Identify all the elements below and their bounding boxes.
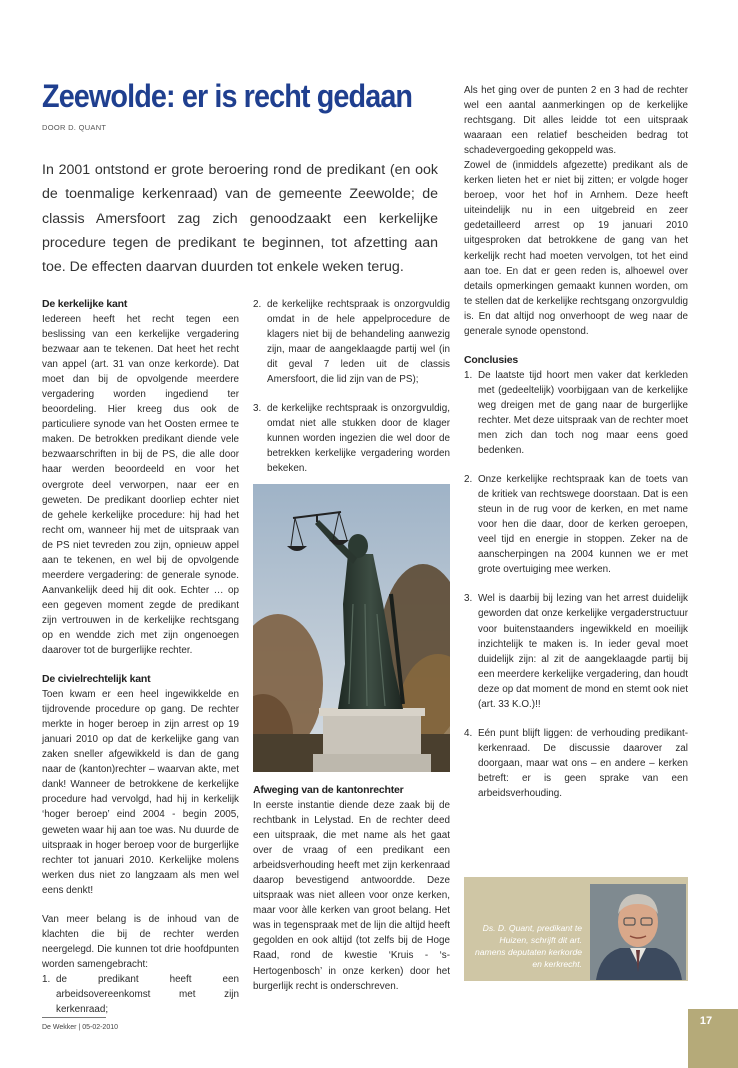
list-item (464, 368, 688, 458)
footer-publication: De Wekker | 05-02-2010 (42, 1024, 119, 1031)
heading-civielrechtelijk-kant: De civielrechtelijk kant (42, 673, 151, 686)
list-number: 2. (464, 474, 473, 486)
column-2-top (253, 297, 450, 477)
footer-rule (42, 1017, 106, 1018)
list-text: Wel is daarbij bij lezing van het arrest duidelijk geworden dat onze kerkelijke vergaderstructuur voor buitenstaanders ingewikkeld en moeilijk inzichtelijk te maken is. In ieder geval moet duidelijk zijn: al zit de aangeklaagde partij bij een meerdere kerkelijke vergadering, dan houdt deze op dat moment de mond en stemt ook niet (art. 33 K.O.)!! (478, 593, 688, 710)
lead-paragraph: In 2001 ontstond er grote beroering rond de predikant (en ook de toenmalige kerkenraad) van de gemeente Zeewolde; de classis Amersfoort zag zich genoodzaakt een kerkelijke procedure tegen de predikant te beginnen, tot afzetting aan toe. De effecten daarvan duurden tot enkele weken terug. (42, 162, 438, 276)
list-text: de predikant heeft een arbeidsovereenkomst met zijn kerkenraad; (56, 973, 239, 1016)
list-text: Onze kerkelijke rechtspraak kan de toets van de kritiek van rechtswege doorstaan. Dat is een steun in de rug voor de kerken, en met name voor hen die daar, door de kerken geroepen, veel tijd en energie in stoppen. Zeker na de aanscherpingen na 2004 kunnen we er met grote overtuiging mee werken. (478, 474, 688, 576)
paragraph: Zowel de (inmiddels afgezette) predikant als de kerken lieten het er niet bij zitten; er volgde hoger beroep, voor het hof in Arnhem. Deze heeft uiteindelijk nu in een uitgebreid en zeer gedetailleerd arrest op 19 januari 2010 uitgesproken dat betrokkene de gang van het kerkelijk recht had moeten vervolgen, tot het eind aan toe. En dat er geen reden is, alhoewel over details opmerkingen gemaakt kunnen worden, om te stellen dat de kerkelijke rechtsgang onzorgvuldig is. En dat altijd nog onverhoopt de weg naar de generale synode openstond. (464, 160, 688, 337)
list-number: 3. (253, 403, 262, 415)
list-item (253, 297, 450, 387)
list-number: 4. (464, 727, 473, 739)
list-text: de kerkelijke rechtspraak is onzorgvuldig, omdat niet alle stukken door de klager kunnen worden ingezien die wel door de betrekken kerkelijke vergadering worden bekeken. (267, 403, 450, 475)
paragraph: In eerste instantie diende deze zaak bij de rechtbank in Lelystad. En de rechter deed een uitspraak, die met name als het gaat over de vraag of een predikant een arbeidsverhouding heeft met zijn kerkenraad daarop bevestigend antwoordde. Deze uitspraak was niet alleen voor onze kerken, maar voor àlle kerken van groot belang. Het was in tegenspraak met de lijn die altijd heeft gegolden en ook altijd (tot zelfs bij de Hoge Raad, rond de kwestie ‘Kruis - ‘s-Hertogenbosch’ in onze kerken) door het burgerlijk recht is onderschreven. (253, 800, 450, 992)
list-text: Eén punt blijft liggen: de verhouding predikant-kerkenraad. De discussie daarover zal doorgaan, maar wat ons – en andere – kerken betreft: er is geen sprake van een arbeidsverhouding. (478, 727, 688, 799)
list-text: de kerkelijke rechtspraak is onzorgvuldig omdat in de hele appelprocedure de klagers niet bij de behandeling aanwezig zijn, maar de aangeklaagde partij wel (in dit geval 7 leden uit de classis Amersfoort, die lid zijn van de PS); (267, 299, 450, 386)
paragraph: Iedereen heeft het recht tegen een beslissing van een kerkelijke vergadering bezwaar aan te tekenen. Dat heet het recht van appel (art. 31 van onze kerkorde). Dat moet dan bij de opvolgende meerdere vergadering worden ingediend ter beoordeling. Hier kreeg dus ook de particuliere synode van het Oosten ermee te maken. De betrokken predikant diende vele bezwaarschriften in bij de PS, die alle door haar werden beoordeeld en voor het overgrote deel verworpen, naar eer en geweten. De predikant doorliep echter niet de gehele kerkelijke procedure: hij had het recht om, wanneer hij met de uitspraak van de PS niet tevreden zou zijn, opnieuw appel aan te tekenen, en wel bij de opvolgende meerdere vergadering: de generale synode. Aanvankelijk deed hij dit ook. Echter … op een gegeven moment zegde de predikant zijn vertrouwen in de kerkelijke rechtsgang op en wendde zich met zijn ongenoegen daarover tot de burgerlijke rechter. (42, 314, 239, 657)
list-text: De laatste tijd hoort men vaker dat kerkleden met (gedeeltelijk) voorbijgaan van de kerkelijke weg dreigen met de gang naar de burgerlijke rechter. Met deze uitspraak van de rechter moet men zich dan toch nog maar eens goed bedenken. (478, 369, 688, 457)
paragraph: Van meer belang is de inhoud van de klachten die bij de rechter werden neergelegd. Die kunnen tot drie hoofdpunten worden samengebracht: (42, 913, 239, 970)
column-1 (42, 297, 239, 1017)
list-item (42, 972, 239, 1017)
list-number: 1. (42, 973, 51, 985)
list-item (464, 472, 688, 577)
paragraph: Als het ging over de punten 2 en 3 had de rechter wel een aantal aanmerkingen op de kerkelijke rechtsgang. Dit alles leidde tot een uitspraak waaraan een relatief bescheiden bedrag tot schadevergoeding gekoppeld was. (464, 85, 688, 157)
column-2-bottom (253, 783, 450, 994)
list-item (464, 591, 688, 711)
list-item (464, 726, 688, 801)
heading-conclusies: Conclusies (464, 353, 519, 366)
heading-afweging-kantonrechter: Afweging van de kantonrechter (253, 784, 404, 796)
author-portrait (590, 884, 686, 980)
heading-kerkelijke-kant: De kerkelijke kant (42, 298, 128, 310)
article-title: Zeewolde: er is recht gedaan (42, 78, 413, 114)
author-caption: Ds. D. Quant, predikant te Huizen, schrijft dit art. namens deputaten kerkorde en kerkrecht. (474, 923, 582, 969)
list-number: 2. (253, 299, 262, 310)
justitia-statue-photo (253, 484, 450, 772)
page-number: 17 (699, 1015, 713, 1027)
list-number: 1. (464, 369, 473, 381)
list-item (253, 401, 450, 476)
list-number: 3. (464, 593, 473, 605)
column-3 (464, 83, 688, 801)
paragraph: Toen kwam er een heel ingewikkelde en tijdrovende procedure op gang. De rechter merkte in hoger beroep in zijn arrest op 19 januari 2010 op dat de kerkelijke gang van zaken sneller afgewikkeld is dan de gang naar de (kanton)rechter – waarvan akte, met dank! Wanneer de betrokkene de kerkelijke procedure had vervolgd, had hij in kerkelijk ‘hoger beroep’ eind 2004 - begin 2005, geweten waar hij aan toe was. Nu duurde de uitspraak in hoger beroep voor de burgerlijke rechter tot januari 2010. Kerkelijke molens werken dus niet zo langzaam als men wel eens denkt! (42, 689, 239, 896)
byline: DOOR D. QUANT (42, 123, 107, 132)
